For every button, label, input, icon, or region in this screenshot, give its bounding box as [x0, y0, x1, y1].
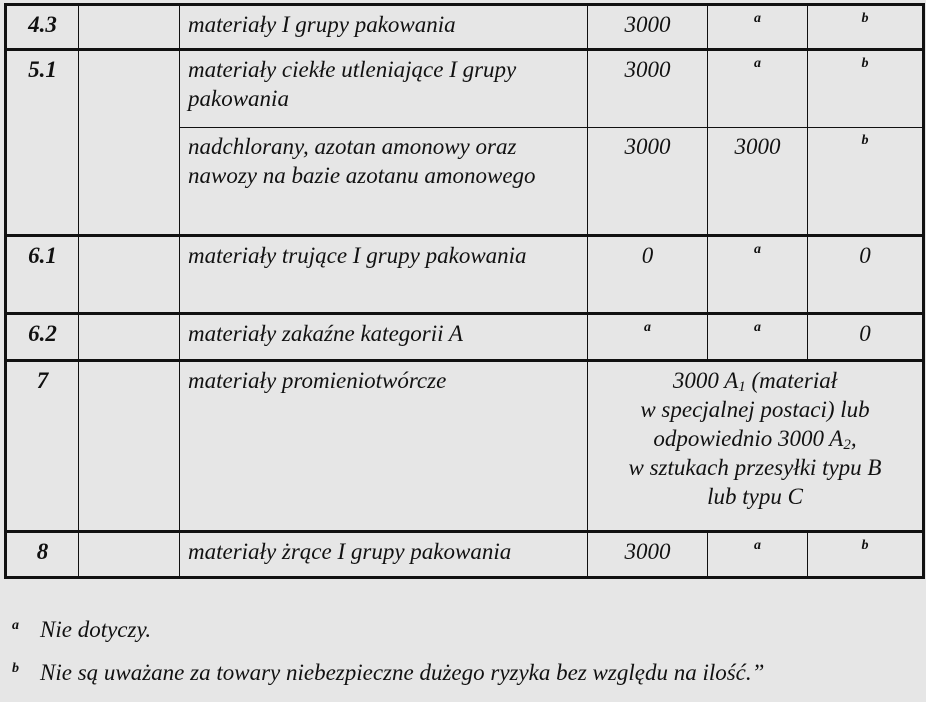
limit-line-4: w sztukach przesyłki typu B	[628, 454, 882, 480]
quantity-cell: 0	[808, 236, 924, 313]
empty-cell	[79, 360, 180, 531]
quantity-cell: 3000	[588, 531, 708, 577]
footnote-b-text: Nie są uważane za towary niebezpieczne dużego ryzyka bez względu na ilość.”	[40, 660, 765, 685]
description-cell: materiały ciekłe utleniające I grupy pakowania	[180, 50, 588, 128]
limit-line-5: lub typu C	[707, 483, 803, 509]
table-row	[6, 531, 924, 577]
table-row	[6, 313, 924, 360]
quantity-cell: 3000	[588, 5, 708, 50]
footnote-mark: a	[588, 313, 708, 360]
table-row	[6, 5, 924, 50]
class-cell: 4.3	[6, 5, 79, 50]
description-cell: materiały I grupy pakowania	[180, 5, 588, 50]
footnote-mark: b	[808, 5, 924, 50]
quantity-cell: 0	[588, 236, 708, 313]
description-cell: materiały promieniotwórcze	[180, 360, 588, 531]
table-row	[6, 360, 924, 531]
footnote-mark: b	[808, 531, 924, 577]
footnote-mark: a	[708, 50, 808, 128]
footnote-b	[12, 655, 764, 687]
table-row	[6, 236, 924, 313]
footnote-mark: a	[708, 5, 808, 50]
class-cell: 8	[6, 531, 79, 577]
limit-line-3: odpowiednio 3000 $A_2$,	[653, 425, 857, 453]
description-cell: nadchlorany, azotan amonowy oraz nawozy na bazie azotanu amonowego	[180, 128, 588, 236]
class-cell: 6.2	[6, 313, 79, 360]
description-cell: materiały żrące I grupy pakowania	[180, 531, 588, 577]
footnote-mark: b	[808, 50, 924, 128]
quantity-cell: 3000	[588, 128, 708, 236]
limit-line-1: 3000 $A_1$ (materiał	[672, 367, 838, 395]
class-cell: 6.1	[6, 236, 79, 313]
footnote-mark: b	[808, 128, 924, 236]
radioactive-limit-cell	[588, 360, 924, 531]
empty-cell	[79, 313, 180, 360]
footnote-a	[12, 612, 151, 644]
empty-cell	[79, 531, 180, 577]
footnote-b-mark: b	[12, 661, 19, 676]
description-cell: materiały zakaźne kategorii A	[180, 313, 588, 360]
footnote-mark: a	[708, 531, 808, 577]
limit-line-2: w specjalnej postaci) lub	[640, 396, 870, 422]
empty-cell	[79, 5, 180, 50]
footnote-mark: a	[708, 236, 808, 313]
description-cell: materiały trujące I grupy pakowania	[180, 236, 588, 313]
empty-cell	[79, 50, 180, 236]
empty-cell	[79, 236, 180, 313]
table-row	[6, 50, 924, 128]
quantity-cell: 3000	[708, 128, 808, 236]
class-cell: 5.1	[6, 50, 79, 236]
class-cell: 7	[6, 360, 79, 531]
quantity-cell: 0	[808, 313, 924, 360]
dangerous-goods-table	[4, 3, 925, 579]
quantity-cell: 3000	[588, 50, 708, 128]
footnote-a-text: Nie dotyczy.	[40, 617, 152, 642]
footnote-mark: a	[708, 313, 808, 360]
footnote-a-mark: a	[12, 618, 19, 633]
